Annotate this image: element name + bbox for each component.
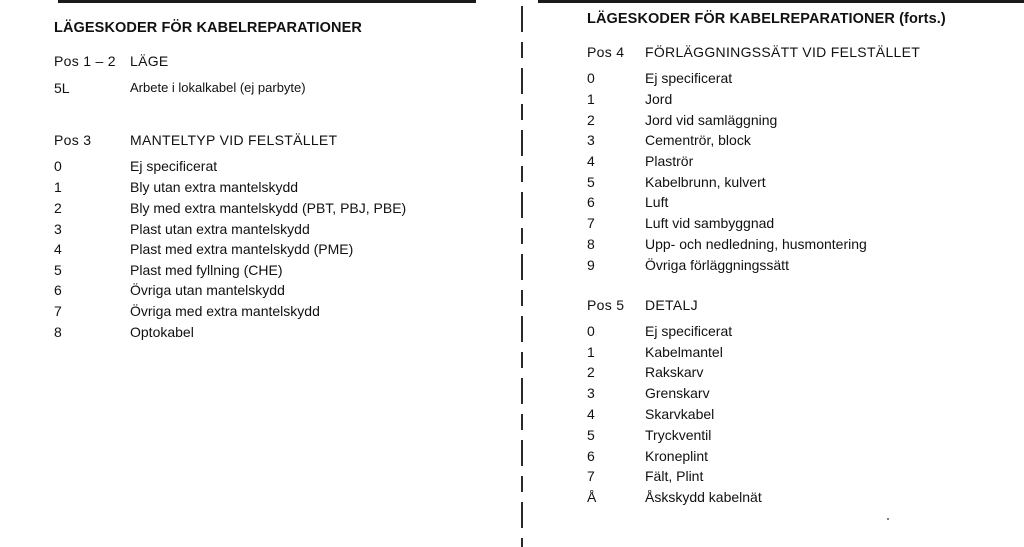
item-label: Plast utan extra mantelskydd bbox=[130, 221, 310, 237]
item-label: Kabelbrunn, kulvert bbox=[645, 174, 766, 190]
item-code: 4 bbox=[54, 241, 62, 257]
item-label: Cementrör, block bbox=[645, 132, 751, 148]
item-label: Övriga förläggningssätt bbox=[645, 257, 789, 273]
item-code: 7 bbox=[587, 468, 595, 484]
item-code: 6 bbox=[587, 194, 595, 210]
item-code: 2 bbox=[54, 200, 62, 216]
item-code: 6 bbox=[54, 282, 62, 298]
item-label: Luft vid sambyggnad bbox=[645, 215, 775, 231]
item-code: 3 bbox=[54, 221, 62, 237]
item-code: 7 bbox=[54, 303, 62, 319]
top-rule-right bbox=[538, 0, 1024, 3]
item-label: Skarvkabel bbox=[645, 406, 715, 422]
item-code: Å bbox=[587, 489, 597, 505]
item-label: Ej specificerat bbox=[645, 323, 733, 339]
item-code: 0 bbox=[54, 158, 62, 174]
item-code: 1 bbox=[587, 91, 595, 107]
item-label: Plast med extra mantelskydd (PME) bbox=[130, 241, 354, 257]
item-label: Kroneplint bbox=[645, 448, 709, 464]
item-code: 7 bbox=[587, 215, 595, 231]
section-heading: FÖRLÄGGNINGSSÄTT VID FELSTÄLLET bbox=[645, 44, 921, 60]
item-label: Övriga utan mantelskydd bbox=[130, 282, 285, 298]
item-label: Ej specificerat bbox=[645, 70, 733, 86]
item-label: Bly med extra mantelskydd (PBT, PBJ, PBE) bbox=[130, 200, 407, 216]
item-code: 5 bbox=[587, 174, 595, 190]
item-code: 8 bbox=[54, 324, 62, 340]
column-divider bbox=[521, 6, 523, 547]
scan-speck bbox=[887, 518, 889, 520]
page-title: LÄGESKODER FÖR KABELREPARATIONER bbox=[54, 20, 362, 36]
item-code: 0 bbox=[587, 70, 595, 86]
item-code: 0 bbox=[587, 323, 595, 339]
item-label: Optokabel bbox=[130, 324, 194, 340]
item-label: Arbete i lokalkabel (ej parbyte) bbox=[130, 80, 306, 95]
item-label: Jord vid samläggning bbox=[645, 112, 778, 128]
item-code: 3 bbox=[587, 132, 595, 148]
section-heading: DETALJ bbox=[645, 297, 698, 313]
item-label: Upp- och nedledning, husmontering bbox=[645, 236, 867, 252]
top-rule-left bbox=[58, 0, 476, 3]
item-code: 6 bbox=[587, 448, 595, 464]
section-pos: Pos 3 bbox=[54, 132, 92, 148]
item-code: 8 bbox=[587, 236, 595, 252]
item-code: 1 bbox=[54, 179, 62, 195]
item-label: Övriga med extra mantelskydd bbox=[130, 303, 320, 319]
section-pos: Pos 1 – 2 bbox=[54, 53, 116, 69]
item-code: 4 bbox=[587, 153, 595, 169]
item-code: 2 bbox=[587, 364, 595, 380]
section-pos: Pos 5 bbox=[587, 297, 625, 313]
item-code: 5L bbox=[54, 80, 70, 96]
item-label: Plast med fyllning (CHE) bbox=[130, 262, 283, 278]
item-code: 5 bbox=[587, 427, 595, 443]
item-label: Plaströr bbox=[645, 153, 694, 169]
item-label: Luft bbox=[645, 194, 669, 210]
item-label: Tryckventil bbox=[645, 427, 712, 443]
item-code: 3 bbox=[587, 385, 595, 401]
section-pos: Pos 4 bbox=[587, 44, 625, 60]
item-label: Rakskarv bbox=[645, 364, 704, 380]
item-label: Åskskydd kabelnät bbox=[645, 489, 762, 505]
item-label: Jord bbox=[645, 91, 673, 107]
item-label: Ej specificerat bbox=[130, 158, 218, 174]
item-code: 4 bbox=[587, 406, 595, 422]
item-label: Grenskarv bbox=[645, 385, 710, 401]
section-heading: LÄGE bbox=[130, 53, 169, 69]
section-heading: MANTELTYP VID FELSTÄLLET bbox=[130, 132, 338, 148]
item-label: Kabelmantel bbox=[645, 344, 723, 360]
item-code: 1 bbox=[587, 344, 595, 360]
page-title-continued: LÄGESKODER FÖR KABELREPARATIONER (forts.) bbox=[587, 11, 946, 27]
item-code: 5 bbox=[54, 262, 62, 278]
item-code: 2 bbox=[587, 112, 595, 128]
item-label: Bly utan extra mantelskydd bbox=[130, 179, 299, 195]
item-code: 9 bbox=[587, 257, 595, 273]
item-label: Fält, Plint bbox=[645, 468, 704, 484]
